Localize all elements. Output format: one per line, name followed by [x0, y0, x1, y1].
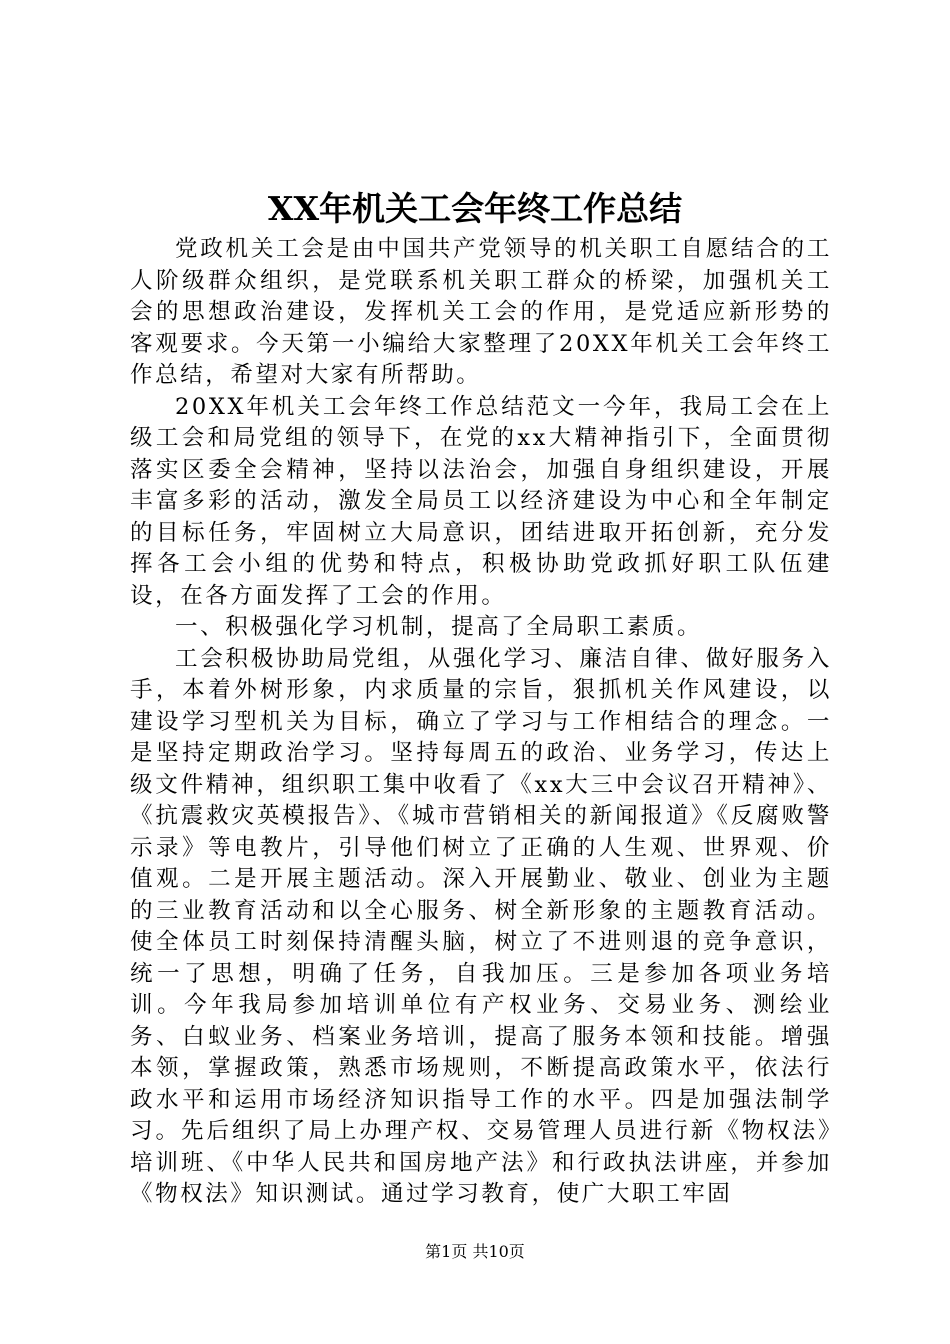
- document-title: XX年机关工会年终工作总结: [267, 189, 683, 228]
- section-heading-1: 一、积极强化学习机制，提高了全局职工素质。: [175, 614, 703, 640]
- document-body: [130, 234, 832, 1211]
- page-number: 第1页 共10页: [425, 1242, 525, 1261]
- paragraph-summary: 20XX年机关工会年终工作总结范文一今年，我局工会在上级工会和局党组的领导下，在党的xx大精神指引下，全面贯彻落实区委全会精神，坚持以法治会，加强自身组织建设，开展丰富多彩的活动，激发全局员工以经济建设为中心和全年制定的目标任务，牢固树立大局意识，团结进取开拓创新，充分发挥各工会小组的优势和特点，积极协助党政抓好职工队伍建设，在各方面发挥了工会的作用。: [130, 393, 832, 609]
- paragraph-intro: 党政机关工会是由中国共产党领导的机关职工自愿结合的工人阶级群众组织，是党联系机关职工群众的桥梁，加强机关工会的思想政治建设，发挥机关工会的作用，是党适应新形势的客观要求。今天第一小编给大家整理了20XX年机关工会年终工作总结，希望对大家有所帮助。: [130, 236, 832, 388]
- paragraph-section-1: 工会积极协助局党组，从强化学习、廉洁自律、做好服务入手，本着外树形象，内求质量的宗旨，狠抓机关作风建设，以建设学习型机关为目标，确立了学习与工作相结合的理念。一是坚持定期政治学习。坚持每周五的政治、业务学习，传达上级文件精神，组织职工集中收看了《xx大三中会议召开精神》、《抗震救灾英模报告》、《城市营销相关的新闻报道》《反腐败警示录》等电教片，引导他们树立了正确的人生观、世界观、价值观。二是开展主题活动。深入开展勤业、敬业、创业为主题的三业教育活动和以全心服务、树全新形象的主题教育活动。使全体员工时刻保持清醒头脑，树立了不进则退的竞争意识，统一了思想，明确了任务，自我加压。三是参加各项业务培训。今年我局参加培训单位有产权业务、交易业务、测绘业务、白蚁业务、档案业务培训，提高了服务本领和技能。增强本领，掌握政策，熟悉市场规则，不断提高政策水平，依法行政水平和运用市场经济知识指导工作的水平。四是加强法制学习。先后组织了局上办理产权、交易管理人员进行新《物权法》培训班、《中华人民共和国房地产法》和行政执法讲座，并参加《物权法》知识测试。通过学习教育，使广大职工牢固: [130, 645, 832, 1207]
